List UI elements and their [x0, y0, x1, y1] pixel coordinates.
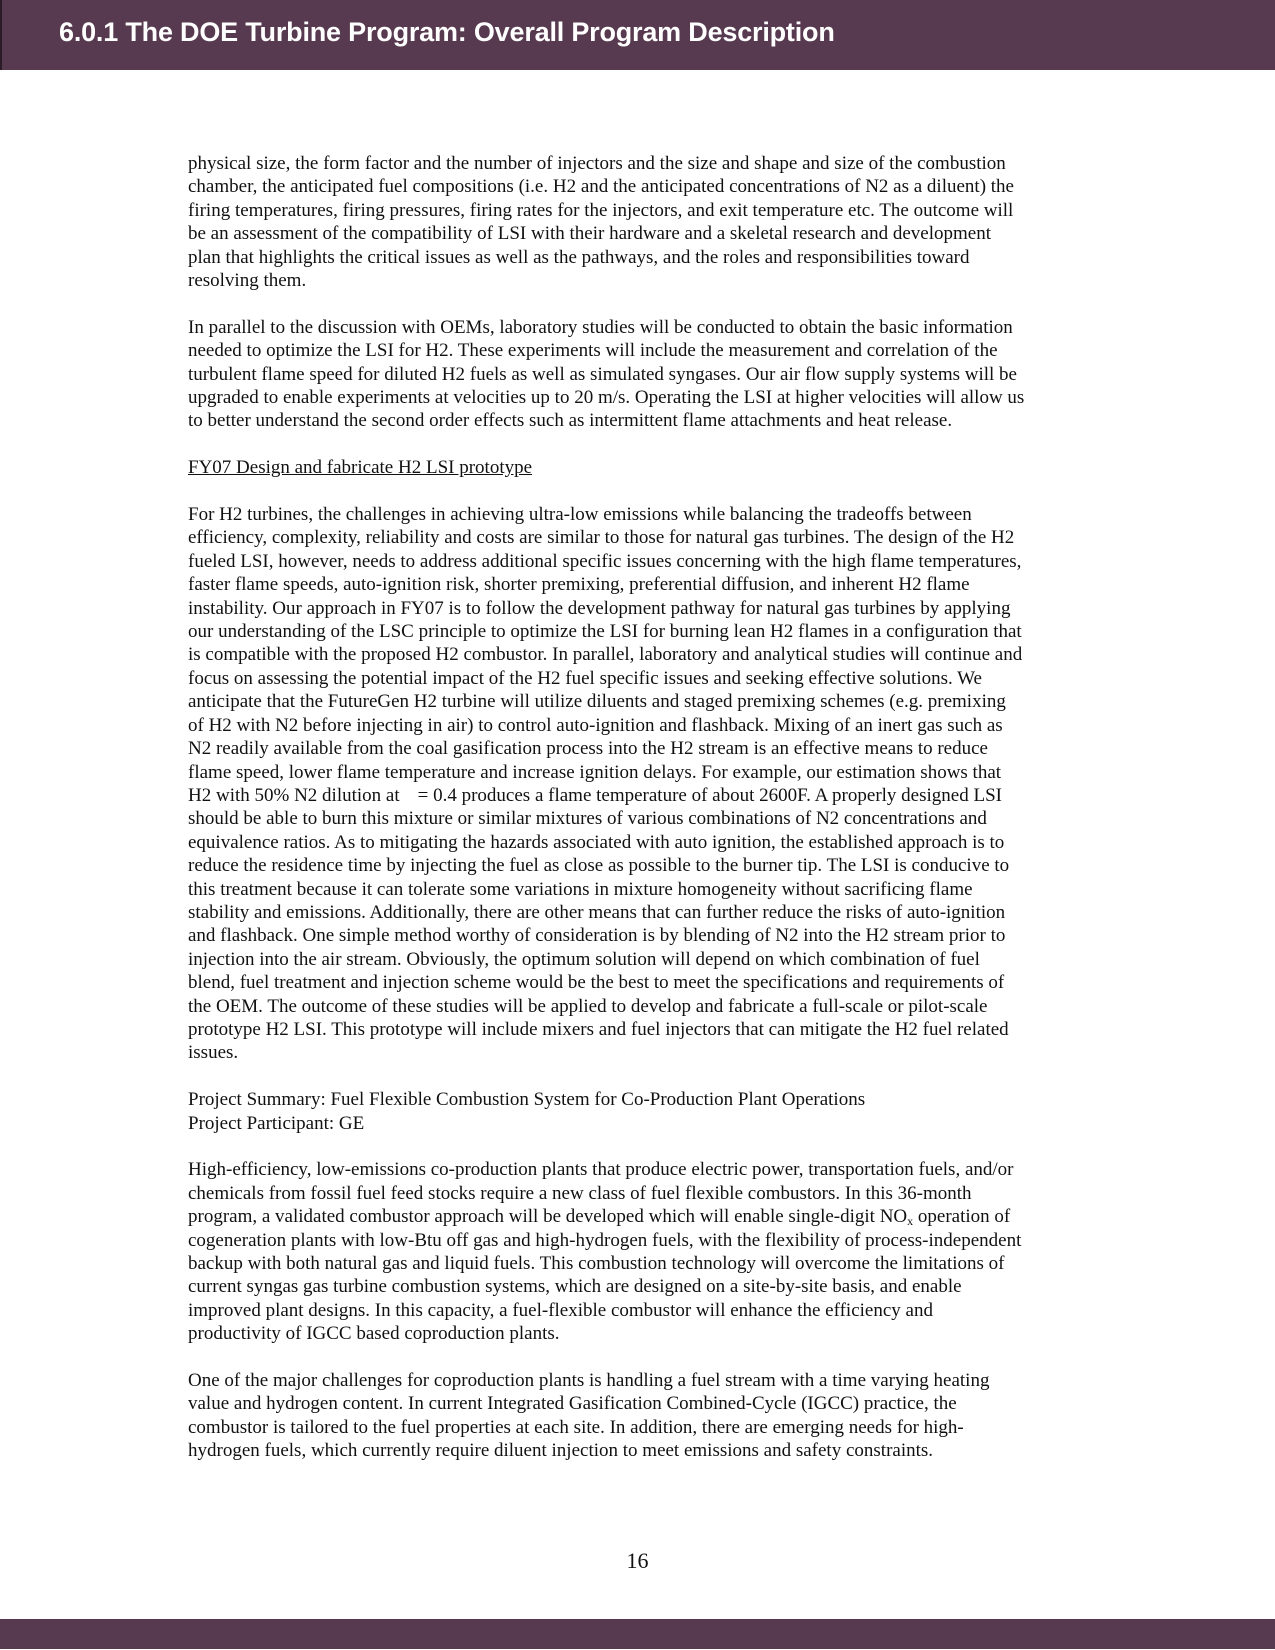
text-line: is compatible with the proposed H2 combustor. In parallel, laboratory and analytical studies will continue and [188, 644, 1023, 666]
text-line: plan that highlights the critical issues as well as the pathways, and the roles and responsibilities toward [188, 246, 970, 268]
text-line: should be able to burn this mixture or similar mixtures of various combinations of N2 concentrations and [188, 808, 987, 830]
section-heading-fy07 [188, 456, 1108, 479]
text-line: issues. [188, 1042, 239, 1064]
nox-line-after: operation of [913, 1206, 1011, 1228]
header-band [0, 0, 1275, 70]
text-line: efficiency, complexity, reliability and costs are similar to those for natural gas turbines. The design of the H2 [188, 527, 1015, 549]
paragraph-co-production [188, 1158, 1108, 1345]
text-line: of H2 with N2 before injecting in air) to control auto-ignition and flashback. Mixing of an inert gas such as [188, 714, 1003, 736]
paragraph-h2-turbines [188, 503, 1108, 1065]
text-line: hydrogen fuels, which currently require diluent injection to meet emissions and safety constraints. [188, 1440, 934, 1462]
phi-line-before: H2 with 50% N2 dilution at [188, 784, 400, 806]
text-line: current syngas gas turbine combustion systems, which are designed on a site-by-site basis, and enable [188, 1276, 962, 1298]
text-line: upgraded to enable experiments at velocities up to 20 m/s. Operating the LSI at higher velocities will allow us [188, 387, 1025, 409]
project-participant: Project Participant: GE [188, 1112, 365, 1134]
text-line: backup with both natural gas and liquid fuels. This combustion technology will overcome the limitations of [188, 1253, 1005, 1275]
paragraph-major-challenges [188, 1369, 1108, 1463]
page-title: 6.0.1 The DOE Turbine Program: Overall Program Description [59, 17, 835, 47]
document-body [188, 152, 1108, 1486]
paragraph-oem-assessment [188, 152, 1108, 292]
text-line: value and hydrogen content. In current Integrated Gasification Combined-Cycle (IGCC) practice, the [188, 1393, 957, 1415]
text-line: productivity of IGCC based coproduction plants. [188, 1323, 560, 1345]
text-line: In parallel to the discussion with OEMs, laboratory studies will be conducted to obtain the basic information [188, 316, 1013, 338]
text-line: focus on assessing the potential impact of the H2 fuel specific issues and seeking effective solutions. We [188, 667, 982, 689]
text-line: firing temperatures, firing pressures, firing rates for the injectors, and exit temperature etc. The outcome will [188, 199, 1014, 221]
project-summary-title: Project Summary: Fuel Flexible Combustion System for Co-Production Plant Operations [188, 1089, 866, 1111]
text-line: improved plant designs. In this capacity, a fuel-flexible combustor will enhance the efficiency and [188, 1299, 933, 1321]
text-line: High-efficiency, low-emissions co-production plants that produce electric power, transportation fuels, and/or [188, 1159, 1014, 1181]
text-line: stability and emissions. Additionally, there are other means that can further reduce the risks of auto-ignition [188, 901, 1006, 923]
text-line: prototype H2 LSI. This prototype will include mixers and fuel injectors that can mitigate the H2 fuel related [188, 1018, 1009, 1040]
text-line: cogeneration plants with low-Btu off gas and high-hydrogen fuels, with the flexibility of process-independent [188, 1229, 1022, 1251]
text-line: the OEM. The outcome of these studies will be applied to develop and fabricate a full-scale or pilot-scale [188, 995, 988, 1017]
text-line-phi [188, 784, 1108, 807]
text-line: our understanding of the LSC principle to optimize the LSI for burning lean H2 flames in a configuration that [188, 621, 1022, 643]
text-line: chamber, the anticipated fuel compositions (i.e. H2 and the anticipated concentrations of N2 as a diluent) the [188, 176, 1014, 198]
text-line: reduce the residence time by injecting the fuel as close as possible to the burner tip. The LSI is conducive to [188, 855, 1010, 877]
text-line: For H2 turbines, the challenges in achieving ultra-low emissions while balancing the tradeoffs between [188, 504, 972, 526]
text-line: this treatment because it can tolerate some variations in mixture homogeneity without sacrificing flame [188, 878, 973, 900]
text-line-nox [188, 1205, 1108, 1228]
text-line: combustor is tailored to the fuel properties at each site. In addition, there are emerging needs for high- [188, 1416, 964, 1438]
text-line: fueled LSI, however, needs to address additional specific issues concerning with the high flame temperatures, [188, 550, 1022, 572]
paragraph-laboratory-studies [188, 316, 1108, 433]
section-heading: FY07 Design and fabricate H2 LSI prototype [188, 457, 533, 479]
footer-band [0, 1619, 1275, 1649]
text-line: resolving them. [188, 270, 307, 292]
project-summary-block [188, 1088, 1108, 1135]
phi-line-after: = 0.4 produces a flame temperature of about 2600F. A properly designed LSI [417, 784, 1002, 806]
page-number: 16 [626, 1548, 649, 1573]
text-line: blend, fuel treatment and injection scheme would be the best to meet the specifications and requirements of [188, 972, 1005, 994]
text-line: anticipate that the FutureGen H2 turbine will utilize diluents and staged premixing schemes (e.g. premixing [188, 691, 1006, 713]
text-line: chemicals from fossil fuel feed stocks require a new class of fuel flexible combustors. In this 36-month [188, 1182, 972, 1204]
text-line: equivalence ratios. As to mitigating the hazards associated with auto ignition, the established approach is to [188, 831, 1005, 853]
text-line: injection into the air stream. Obviously, the optimum solution will depend on which combination of fuel [188, 948, 980, 970]
text-line: be an assessment of the compatibility of LSI with their hardware and a skeletal research and development [188, 223, 992, 245]
text-line: turbulent flame speed for diluted H2 fuels as well as simulated syngases. Our air flow supply systems will be [188, 363, 1017, 385]
text-line: N2 readily available from the coal gasification process into the H2 stream is an effective means to reduce [188, 738, 988, 760]
text-line: faster flame speeds, auto-ignition risk, shorter premixing, preferential diffusion, and inherent H2 flame [188, 574, 970, 596]
text-line: to better understand the second order effects such as intermittent flame attachments and heat release. [188, 410, 953, 432]
text-line: One of the major challenges for coproduction plants is handling a fuel stream with a time varying heating [188, 1370, 990, 1392]
text-line: needed to optimize the LSI for H2. These experiments will include the measurement and correlation of the [188, 340, 998, 362]
text-line: and flashback. One simple method worthy of consideration is by blending of N2 into the H2 stream prior to [188, 925, 1006, 947]
nox-subscript: x [907, 1214, 914, 1229]
text-line: physical size, the form factor and the number of injectors and the size and shape and size of the combustion [188, 153, 1006, 174]
text-line: flame speed, lower flame temperature and increase ignition delays. For example, our estimation shows that [188, 761, 1002, 783]
text-line: instability. Our approach in FY07 is to follow the development pathway for natural gas turbines by applying [188, 597, 1011, 619]
nox-line-before: program, a validated combustor approach will be developed which will enable single-digit NO [188, 1206, 908, 1228]
